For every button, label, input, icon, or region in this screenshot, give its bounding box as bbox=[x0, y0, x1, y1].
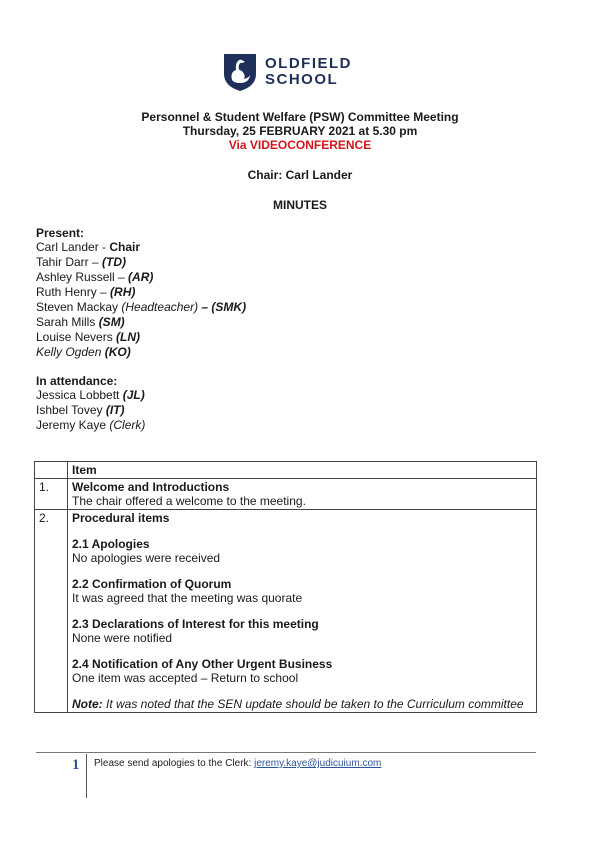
item-content bbox=[68, 510, 537, 713]
number-header bbox=[35, 462, 68, 479]
present-heading: Present: bbox=[36, 226, 85, 240]
item-content bbox=[68, 479, 537, 510]
school-logo bbox=[222, 52, 352, 92]
meeting-date: Thursday, 25 FEBRUARY 2021 at 5.30 pm bbox=[182, 124, 418, 138]
item-number: 2. bbox=[35, 510, 68, 713]
table-header-row bbox=[35, 462, 537, 479]
attendee: Jeremy Kaye (Clerk) bbox=[36, 418, 146, 432]
table-row bbox=[35, 479, 537, 510]
meeting-title: Personnel & Student Welfare (PSW) Committee Meeting bbox=[141, 110, 459, 124]
item-text: The chair offered a welcome to the meeting. bbox=[72, 494, 306, 508]
sub-item: 2.2 Confirmation of Quorum It was agreed that the meeting was quorate bbox=[72, 577, 303, 605]
attendee: Louise Nevers (LN) bbox=[36, 330, 141, 344]
minutes-table bbox=[34, 461, 537, 713]
meeting-mode: Via VIDEOCONFERENCE bbox=[228, 138, 372, 152]
swan-shield-icon bbox=[222, 52, 258, 92]
sub-item: 2.1 Apologies No apologies were received bbox=[72, 537, 221, 565]
attendee: Ashley Russell – (AR) bbox=[36, 270, 154, 284]
school-name: OLDFIELD SCHOOL bbox=[265, 55, 352, 88]
attendance-list bbox=[36, 388, 145, 433]
attendee: Carl Lander - Chair bbox=[36, 240, 141, 254]
sub-item: 2.3 Declarations of Interest for this meeting None were notified bbox=[72, 617, 319, 645]
note: Note: It was noted that the SEN update should be taken to the Curriculum committee bbox=[72, 697, 524, 711]
item-header: Item bbox=[68, 462, 537, 479]
item-title: Welcome and Introductions bbox=[72, 480, 230, 494]
footer-divider bbox=[36, 752, 536, 753]
attendee: Ishbel Tovey (IT) bbox=[36, 403, 125, 417]
table-row bbox=[35, 510, 537, 713]
attendee: Steven Mackay (Headteacher) – (SMK) bbox=[36, 300, 247, 314]
attendee: Kelly Ogden (KO) bbox=[36, 345, 131, 359]
item-title: Procedural items bbox=[72, 511, 170, 525]
attendee: Jessica Lobbett (JL) bbox=[36, 388, 145, 402]
minutes-heading: MINUTES bbox=[273, 198, 327, 212]
attendee: Sarah Mills (SM) bbox=[36, 315, 125, 329]
present-list bbox=[36, 240, 246, 360]
clerk-email-link[interactable]: jeremy.kaye@judicuium.com bbox=[254, 758, 382, 769]
item-number: 1. bbox=[35, 479, 68, 510]
sub-item: 2.4 Notification of Any Other Urgent Business One item was accepted – Return to school bbox=[72, 657, 333, 685]
footer-vertical-rule bbox=[86, 754, 87, 798]
attendance-heading: In attendance: bbox=[36, 374, 118, 388]
page-number: 1 bbox=[72, 757, 80, 773]
attendee: Ruth Henry – (RH) bbox=[36, 285, 136, 299]
chair-line: Chair: Carl Lander bbox=[247, 168, 353, 182]
attendee: Tahir Darr – (TD) bbox=[36, 255, 127, 269]
footer-note: Please send apologies to the Clerk: jeremy.kaye@judicuium.com bbox=[94, 758, 382, 769]
